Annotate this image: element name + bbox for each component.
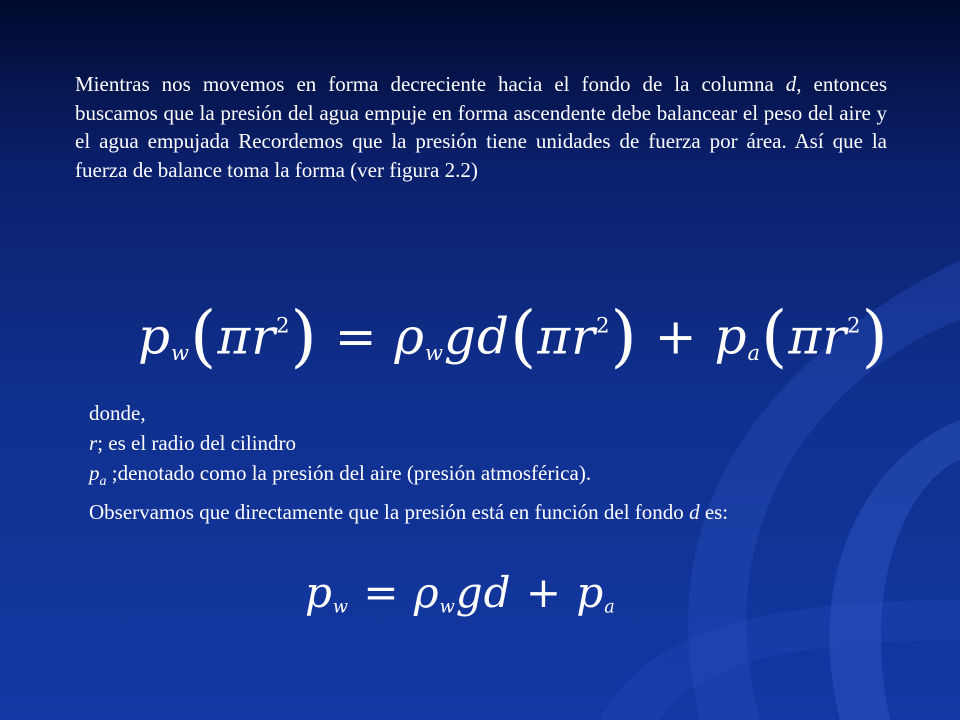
paragraph-text-end: , entonces buscamos que la presión del agua empuje en forma ascendente debe balancear el peso del aire y el agua empujada Recordemos que la presión tiene unidades de fuerza por área. Así que la fuerza de balance toma la forma (ver figura 2.2): [75, 72, 887, 182]
intro-paragraph: [75, 70, 887, 184]
paragraph-variable-d: d: [785, 72, 797, 96]
pressure-equation: $p_w = \rho_wgd + p_a$: [305, 568, 616, 618]
balance-equation: $p_w(\pi r^2) = \rho_wgd(\pi r^2) + p_a(\pi r^2)$: [138, 296, 889, 375]
definition-pa: $p_a$ ;denotado como la presión del aire (presión atmosférica).: [89, 461, 592, 489]
paragraph-text-start: Mientras nos movemos en forma decreciente hacia el fondo de la columna: [75, 72, 786, 96]
definition-r: r; es el radio del cilindro: [89, 431, 297, 455]
definitions-conclusion: Observamos que directamente que la presión está en función del fondo d es:: [89, 500, 729, 524]
definitions-intro: donde,: [89, 401, 146, 425]
definitions-block: [89, 398, 909, 527]
